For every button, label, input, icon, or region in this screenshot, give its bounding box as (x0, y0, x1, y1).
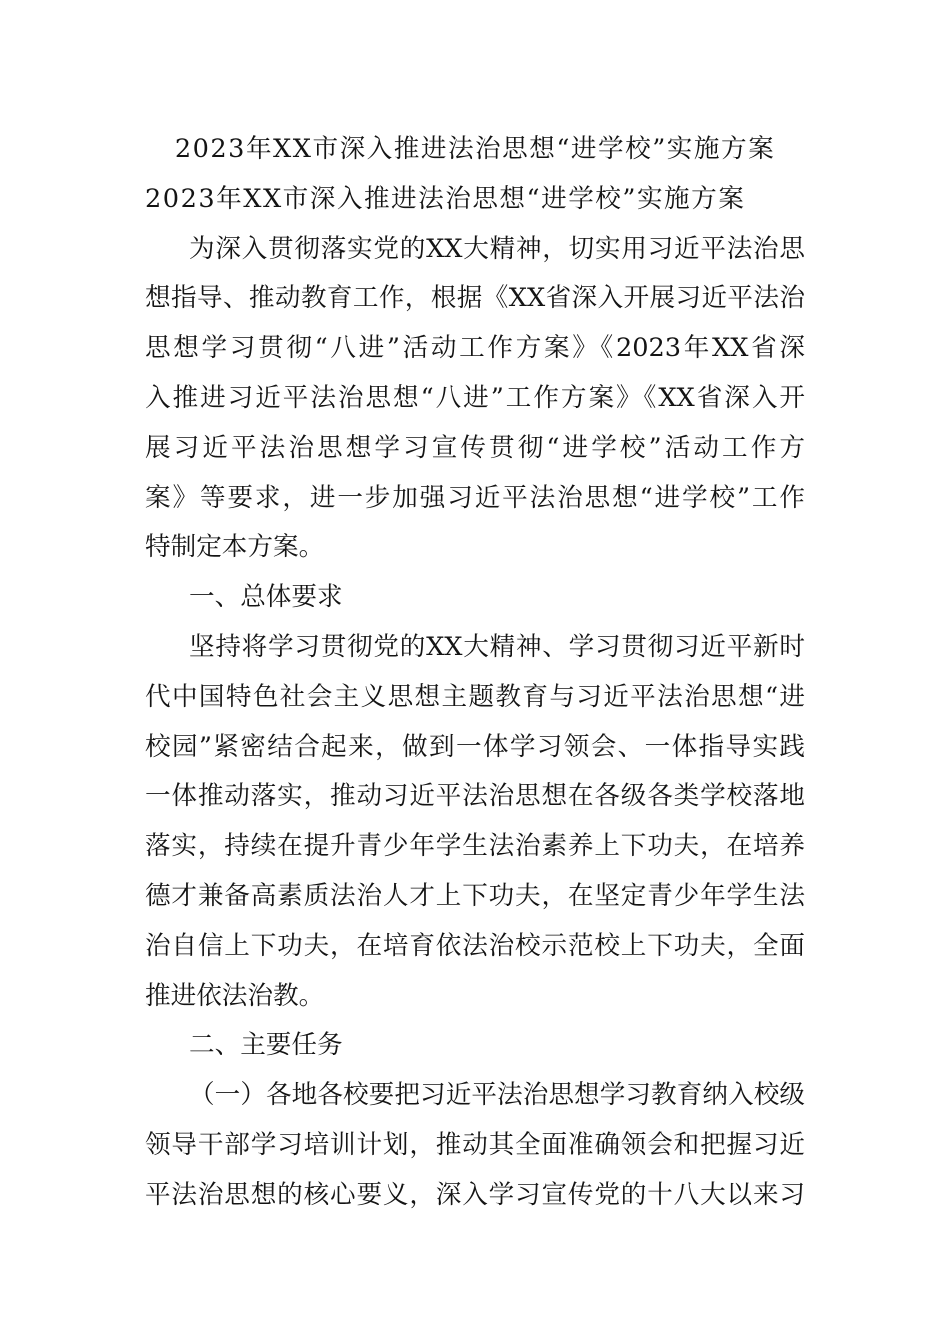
paragraph-line: 展习近平法治思想学习宣传贯彻“进学校”活动工作方 (145, 432, 805, 463)
paragraph-intro (145, 225, 805, 574)
paragraph-main-task-1 (145, 1071, 805, 1220)
paragraph-line: （一）各地各校要把习近平法治思想学习教育纳入校级 (189, 1080, 805, 1111)
paragraph-line: 特制定本方案。 (145, 532, 325, 563)
paragraph-line: 思想学习贯彻“八进”活动工作方案》《2023年XX省深 (145, 333, 805, 364)
section-heading: 一、总体要求 (189, 582, 343, 613)
paragraph-line: 平法治思想的核心要义，深入学习宣传党的十八大以来习 (145, 1179, 805, 1210)
paragraph-line: 案》等要求，进一步加强习近平法治思想“进学校”工作 (145, 482, 805, 513)
paragraph-line: 入推进习近平法治思想“八进”工作方案》《XX省深入开 (145, 382, 805, 413)
paragraph-line: 校园”紧密结合起来，做到一体学习领会、一体指导实践 (145, 731, 805, 762)
paragraph-line: 代中国特色社会主义思想主题教育与习近平法治思想“进 (145, 681, 805, 712)
paragraph-line: 想指导、推动教育工作，根据《XX省深入开展习近平法治 (145, 283, 805, 314)
paragraph-line: 领导干部学习培训计划，推动其全面准确领会和把握习近 (145, 1129, 805, 1160)
section-heading: 二、主要任务 (189, 1030, 343, 1061)
paragraph-line: 推进依法治教。 (145, 980, 325, 1011)
document-title: 2023年XX市深入推进法治思想“进学校”实施方案 (174, 134, 776, 164)
document-body (145, 125, 805, 1221)
paragraph-line: 为深入贯彻落实党的XX大精神，切实用习近平法治思 (189, 233, 805, 264)
document-subtitle: 2023年XX市深入推进法治思想“进学校”实施方案 (145, 183, 746, 214)
paragraph-line: 坚持将学习贯彻党的XX大精神、学习贯彻习近平新时 (189, 631, 805, 662)
paragraph-line: 落实，持续在提升青少年学生法治素养上下功夫，在培养 (145, 831, 805, 862)
paragraph-line: 德才兼备高素质法治人才上下功夫，在坚定青少年学生法 (145, 880, 805, 911)
paragraph-line: 一体推动落实，推动习近平法治思想在各级各类学校落地 (145, 781, 805, 812)
paragraph-line: 治自信上下功夫，在培育依法治校示范校上下功夫，全面 (145, 930, 805, 961)
paragraph-general-requirements (145, 623, 805, 1021)
